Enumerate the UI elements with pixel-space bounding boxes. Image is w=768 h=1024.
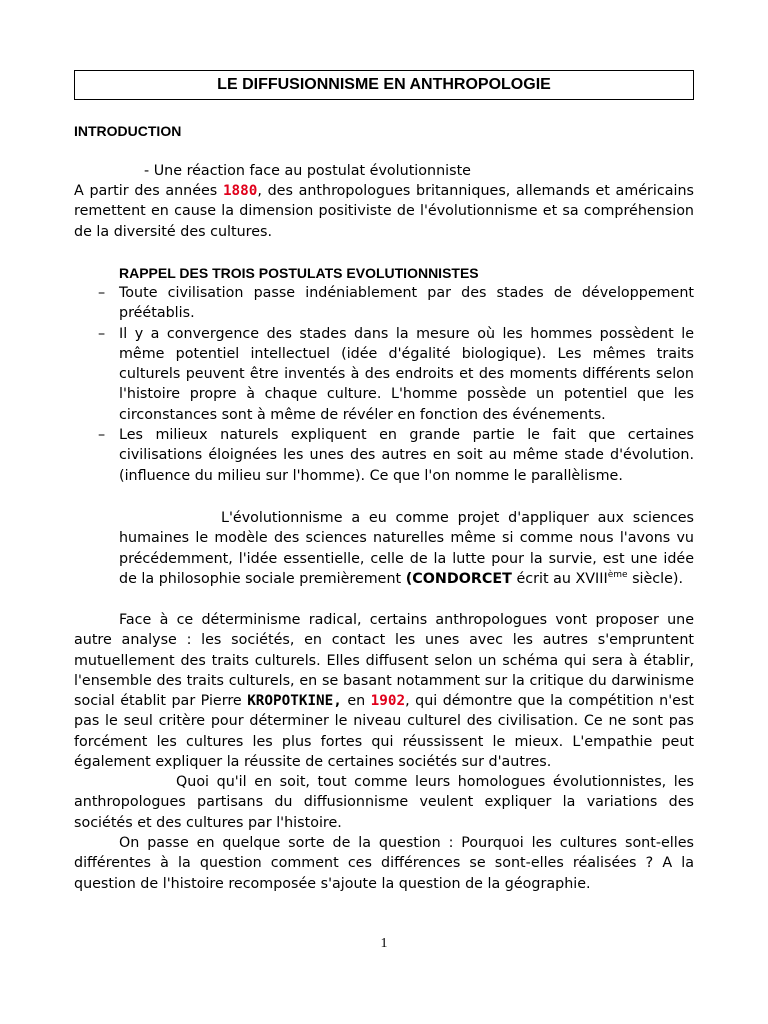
face-text-b: , qui démontre que la compétition n'est pas le seul critère pour déterminer le niveau culturel des civilisation. Ce ne sont pas forcément les cultures les plus fortes qui réussissent le mieux. L'empathie peut également expliquer la réussite de certaines sociétés sur d'autres. xyxy=(74,693,694,771)
evolution-paragraph xyxy=(74,508,694,589)
intro-text-b: , des anthropologues britanniques, allemands et américains remettent en cause la dimension positiviste de l'évolutionnisme et sa compréhension de la diversité des cultures. xyxy=(74,183,694,240)
list-item xyxy=(74,324,694,425)
evolution-text-a: L'évolutionnisme a eu comme projet d'appliquer aux sciences humaines le modèle des sciences naturelles même si comme nous l'avons vu précédemment, l'idée essentielle, celle de la lutte pour la survie, est une idée de la philosophie sociale premièrement xyxy=(119,510,694,587)
evolution-text-b: écrit au XVIII xyxy=(511,570,608,587)
paren-open: ( xyxy=(405,570,413,587)
evolution-text-c: siècle). xyxy=(627,570,684,587)
face-paragraph xyxy=(74,610,694,772)
kropotkine-name: KROPOTKINE, xyxy=(247,693,342,710)
document-title: LE DIFFUSIONNISME EN ANTHROPOLOGIE xyxy=(74,70,694,100)
introduction-paragraph xyxy=(74,181,694,242)
dash-bullet: – xyxy=(98,325,106,342)
postulate-text: Il y a convergence des stades dans la mesure où les hommes possèdent le même potentiel intellectuel (idée d'égalité biologique). Les mêmes traits culturels peuvent être inventés à des endroits et des moments différents selon l'histoire propre à chaque culture. L'homme possède un potentiel que les circonstances sont à même de révéler en fonction des événements. xyxy=(119,325,694,423)
list-item xyxy=(74,425,694,486)
list-item xyxy=(74,283,694,324)
introduction-subtitle: - Une réaction face au postulat évolutionniste xyxy=(144,163,471,179)
postulates-list xyxy=(74,283,694,486)
kropotkine-year: 1902 xyxy=(370,693,406,710)
on-passe-paragraph: On passe en quelque sorte de la question : Pourquoi les cultures sont-elles différentes à la question comment ces différences se sont-elles réalisées ? A la question de l'histoire recomposée s'ajoute la question de la géographie. xyxy=(74,835,694,892)
introduction-heading: INTRODUCTION xyxy=(74,123,182,139)
rappel-heading: RAPPEL DES TROIS POSTULATS EVOLUTIONNISTES xyxy=(119,265,479,281)
postulate-text: Les milieux naturels expliquent en grande partie le fait que certaines civilisations éloignées les unes des autres en soit au même stade d'évolution. (influence du milieu sur l'homme). Ce que l'on nomme le parallèlisme. xyxy=(119,427,694,484)
century-superscript: ème xyxy=(607,570,628,581)
dash-bullet: – xyxy=(98,285,106,301)
quoi-paragraph: Quoi qu'il en soit, tout comme leurs homologues évolutionnistes, les anthropologues partisans du diffusionnisme veulent expliquer la variations des sociétés et des cultures par l'histoire. xyxy=(74,774,694,831)
page-number: 1 xyxy=(380,936,388,951)
postulate-text: Toute civilisation passe indéniablement par des stades de développement préétablis. xyxy=(119,285,694,322)
face-text-en: en xyxy=(341,693,371,710)
intro-text-a: A partir des années xyxy=(74,183,223,199)
intro-year: 1880 xyxy=(222,183,258,199)
dash-bullet: – xyxy=(98,427,106,444)
condorcet-name: CONDORCET xyxy=(412,570,512,587)
face-text-a: Face à ce déterminisme radical, certains anthropologues vont proposer une autre analyse : les sociétés, en contact les unes avec les autres s'empruntent mutuellement des traits culturels. Elles diffusent selon un schéma qui sera à établir, l'ensemble des traits culturels, en se basant notamment sur la critique du darwinisme social établit par Pierre xyxy=(74,612,694,710)
